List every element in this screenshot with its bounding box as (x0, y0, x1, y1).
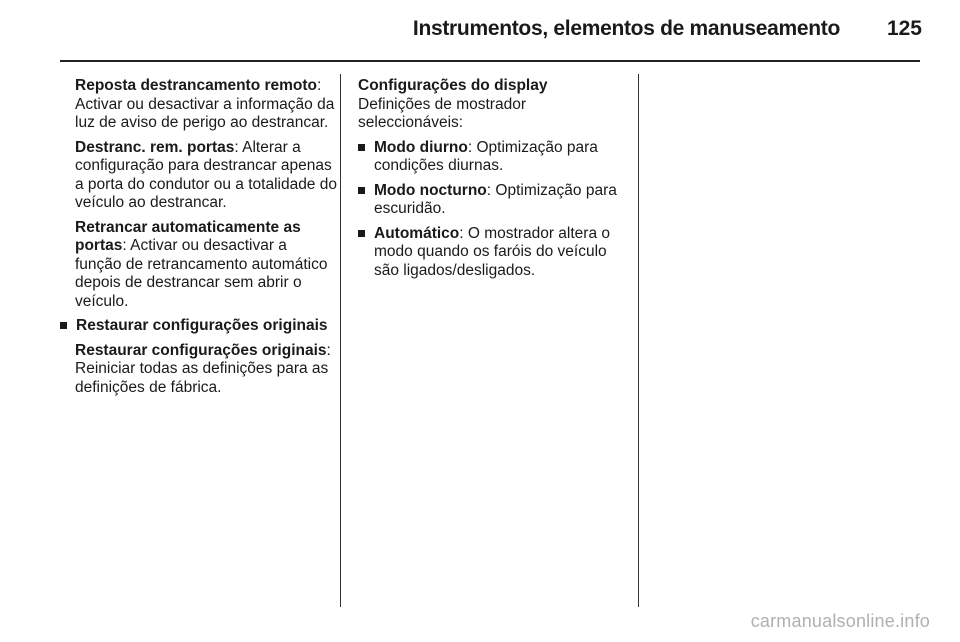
term-description: : Reiniciar todas as definições para as definições de fábrica. (75, 341, 331, 396)
term-label: Destranc. rem. portas (75, 138, 235, 156)
column-middle (358, 77, 634, 286)
section-heading: Configurações do display (358, 77, 548, 94)
term-label: Reposta destrancamento remoto (75, 77, 318, 94)
header-divider (60, 60, 920, 62)
bullet-label: Modo nocturno (374, 181, 487, 199)
term-label: Restaurar configurações originais (75, 341, 327, 359)
paragraph-restore-settings (75, 342, 337, 398)
term-label: Retrancar automaticamente as portas (75, 218, 301, 254)
bullet-description: : O mostrador altera o modo quando os faróis do veículo são ligados/desligados. (374, 224, 611, 279)
page-title: Instrumentos, elementos de manuseamento (412, 17, 840, 40)
bullet-description: : Optimização para condições diurnas. (374, 138, 598, 174)
bullet-square-icon (358, 230, 365, 237)
paragraph-remote-unlock-feedback (75, 77, 337, 133)
term-description: : Activar ou desactivar a função de retrancamento automático depois de destrancar sem abrir o veículo. (75, 237, 328, 310)
bullet-label: Modo diurno (374, 138, 468, 156)
watermark-text: carmanualsonline.info (750, 611, 930, 631)
page-number: 125 (886, 17, 922, 40)
column-divider-2 (638, 74, 639, 607)
bullet-square-icon (60, 322, 67, 329)
paragraph-remote-door-unlock (75, 139, 337, 213)
bullet-square-icon (358, 144, 365, 151)
bullet-night-mode (358, 182, 634, 219)
column-divider-1 (340, 74, 341, 607)
bullet-day-mode (358, 139, 634, 176)
term-description: : Activar ou desactivar a informação da luz de aviso de perigo ao destrancar. (75, 77, 335, 131)
bullet-label: Restaurar configurações originais (76, 317, 328, 334)
bullet-restore-settings (60, 317, 337, 336)
bullet-description: : Optimização para escuridão. (374, 181, 617, 217)
bullet-label: Automático (374, 224, 460, 242)
column-left (75, 77, 337, 403)
bullet-automatic-mode (358, 225, 634, 281)
term-description: : Alterar a configuração para destrancar apenas a porta do condutor ou a totalidade do veículo ao destrancar. (75, 138, 337, 211)
paragraph-auto-relock (75, 219, 337, 312)
bullet-square-icon (358, 187, 365, 194)
section-intro: Definições de mostrador seleccionáveis: (358, 95, 526, 131)
